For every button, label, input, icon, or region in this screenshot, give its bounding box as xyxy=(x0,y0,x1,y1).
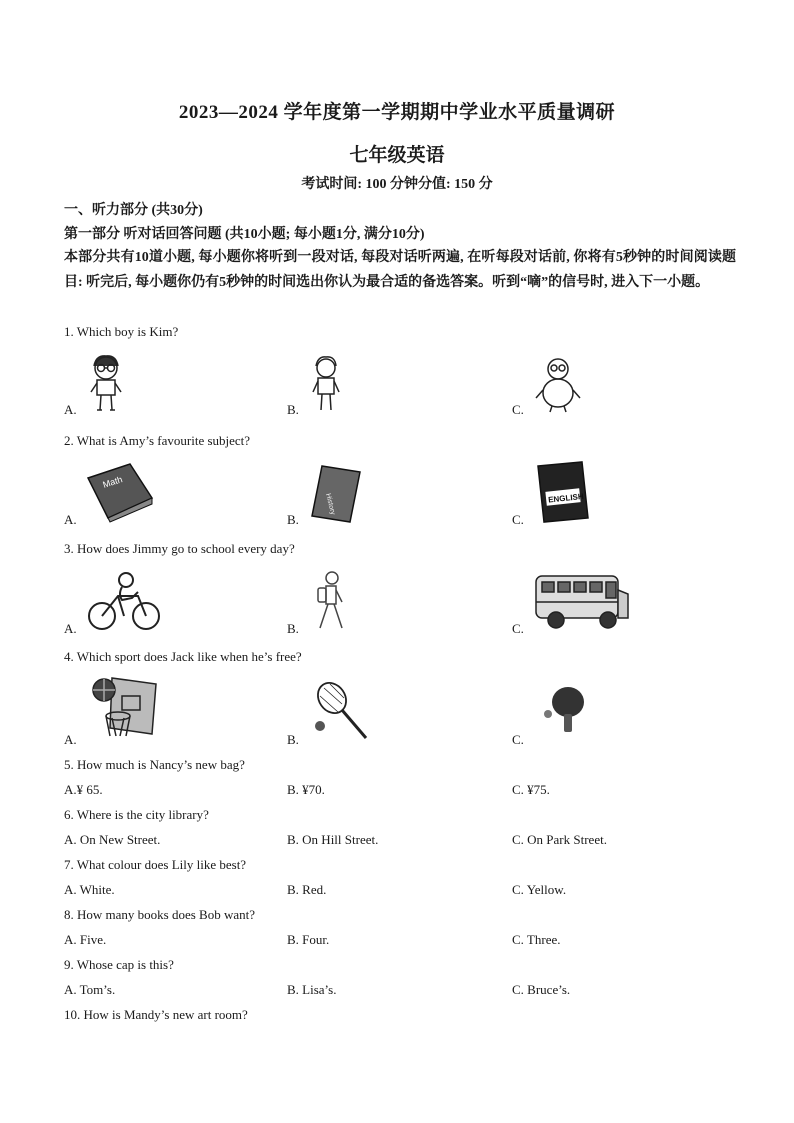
section-heading: 一、听力部分 (共30分) xyxy=(64,203,203,218)
tennis-racket-picture xyxy=(312,680,372,742)
q9-option-b: B. Lisa’s. xyxy=(287,982,337,997)
english-book-picture xyxy=(532,460,594,526)
q1-option-b: B. xyxy=(287,402,299,417)
q3-option-c: C. xyxy=(512,621,524,636)
q3-option-a: A. xyxy=(64,621,77,636)
math-book-picture xyxy=(84,458,156,524)
boy-walking-picture xyxy=(312,570,348,632)
exam-info: 考试时间: 100 分钟分值: 150 分 xyxy=(301,177,493,192)
english-book-label: ENGLISH xyxy=(547,491,585,505)
question-9: 9. Whose cap is this? xyxy=(64,957,174,972)
exam-subtitle: 七年级英语 xyxy=(349,145,445,166)
exam-title: 2023—2024 学年度第一学期期中学业水平质量调研 xyxy=(178,102,616,123)
q2-option-c: C. xyxy=(512,512,524,527)
q7-option-b: B. Red. xyxy=(287,882,327,897)
question-2: 2. What is Amy’s favourite subject? xyxy=(64,433,251,448)
question-6: 6. Where is the city library? xyxy=(64,807,209,822)
question-1: 1. Which boy is Kim? xyxy=(64,324,179,339)
part-heading: 第一部分 听对话回答问题 (共10小题; 每小题1分, 满分10分) xyxy=(64,227,425,242)
q4-option-b: B. xyxy=(287,732,299,747)
history-book-label: History xyxy=(324,492,337,516)
q6-option-a: A. On New Street. xyxy=(64,832,161,847)
q5-option-b: B. ¥70. xyxy=(287,782,325,797)
q1-option-a: A. xyxy=(64,402,77,417)
q4-option-c: C. xyxy=(512,732,524,747)
fat-boy-picture xyxy=(534,356,582,414)
question-4: 4. Which sport does Jack like when he’s free? xyxy=(64,649,302,664)
basketball-picture xyxy=(90,674,158,742)
instructions: 本部分共有10道小题, 每小题你将听到一段对话, 每段对话听两遍, 在听每段对话前, 你将有5秒钟的时间阅读题目: 听完后, 每小题你仍有5秒钟的时间选出你认为最合适的备选答案。听到“嘀”的信号时, 进入下一小题。 xyxy=(64,250,736,290)
q2-option-b: B. xyxy=(287,512,299,527)
ping-pong-picture xyxy=(536,684,596,740)
q2-option-a: A. xyxy=(64,512,77,527)
boy-with-glasses-picture xyxy=(86,352,126,414)
q8-option-a: A. Five. xyxy=(64,932,107,947)
q7-option-c: C. Yellow. xyxy=(512,882,567,897)
q8-option-c: C. Three. xyxy=(512,932,561,947)
q6-option-b: B. On Hill Street. xyxy=(287,832,379,847)
q1-option-c: C. xyxy=(512,402,524,417)
question-7: 7. What colour does Lily like best? xyxy=(64,857,247,872)
question-3: 3. How does Jimmy go to school every day? xyxy=(64,541,295,556)
question-10: 10. How is Mandy’s new art room? xyxy=(64,1007,248,1022)
school-bus-picture xyxy=(532,570,632,632)
q4-option-a: A. xyxy=(64,732,77,747)
q3-option-b: B. xyxy=(287,621,299,636)
history-book-picture xyxy=(308,464,362,524)
math-book-label: Math xyxy=(101,474,124,490)
q8-option-b: B. Four. xyxy=(287,932,330,947)
q6-option-c: C. On Park Street. xyxy=(512,832,607,847)
boy-on-bike-picture xyxy=(86,570,162,632)
question-8: 8. How many books does Bob want? xyxy=(64,907,256,922)
q9-option-c: C. Bruce’s. xyxy=(512,982,571,997)
question-5: 5. How much is Nancy’s new bag? xyxy=(64,757,245,772)
q9-option-a: A. Tom’s. xyxy=(64,982,116,997)
q5-option-c: C. ¥75. xyxy=(512,782,550,797)
boy-standing-picture xyxy=(308,354,344,414)
q7-option-a: A. White. xyxy=(64,882,115,897)
q5-option-a: A.¥ 65. xyxy=(64,782,103,797)
